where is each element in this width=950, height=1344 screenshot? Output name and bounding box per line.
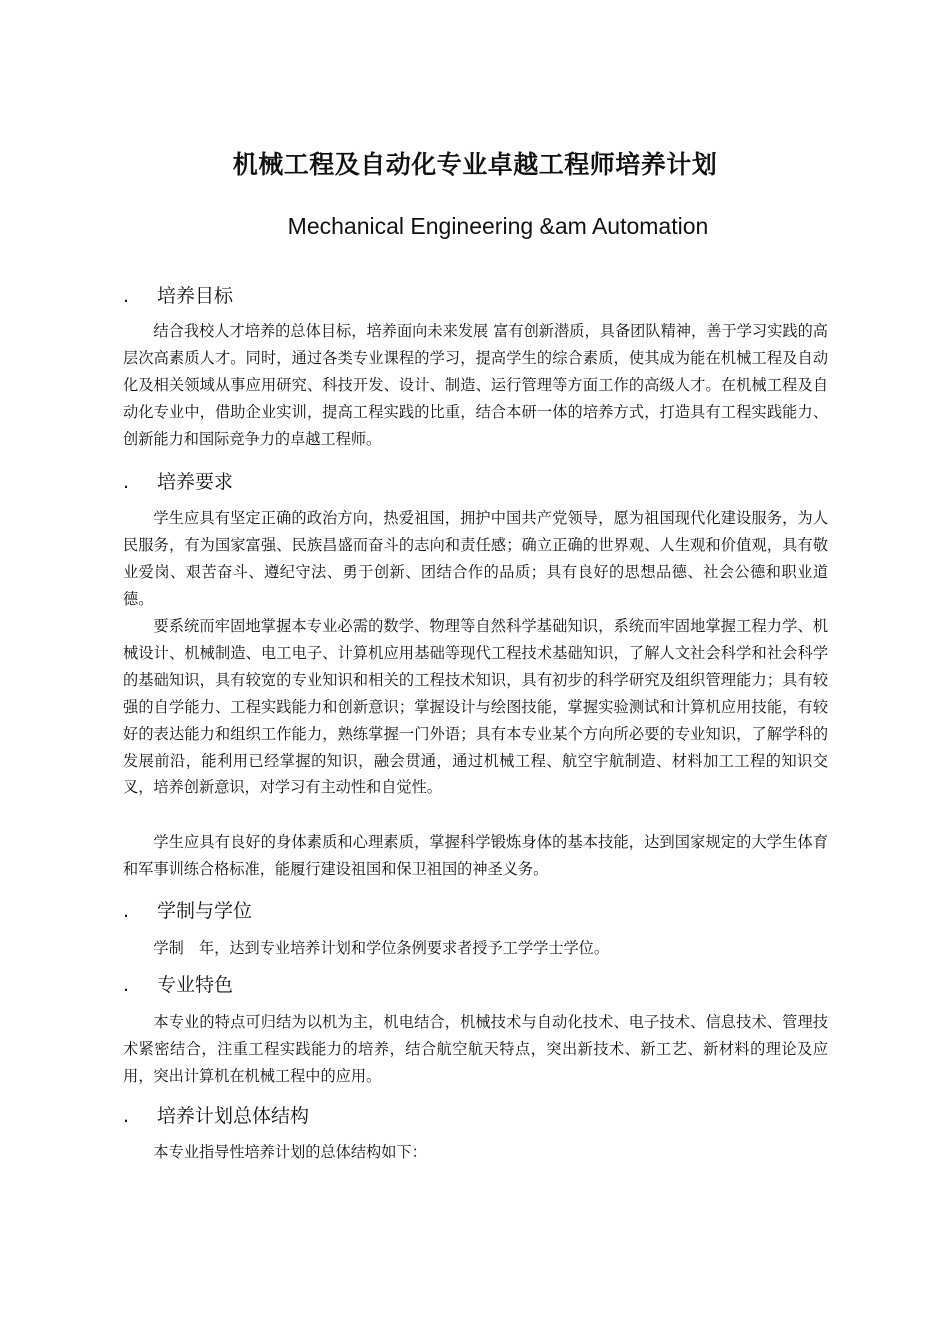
- paragraph: 本专业的特点可归结为以机为主，机电结合，机械技术与自动化技术、电子技术、信息技术、管理技术紧密结合，注重工程实践能力的培养，结合航空航天特点，突出新技术、新工艺、新材料的理论及应用，突出计算机在机械工程中的应用。: [123, 1013, 828, 1085]
- section-number: .: [123, 285, 130, 307]
- section-number: .: [123, 900, 130, 922]
- section-number: .: [123, 471, 130, 493]
- paragraph: 结合我校人才培养的总体目标，培养面向未来发展 富有创新潜质，具备团队精神，善于学习实践的高层次高素质人才。同时，通过各类专业课程的学习，提高学生的综合素质，使其成为能在机械工程及自动化及相关领域从事应用研究、科技开发、设计、制造、运行管理等方面工作的高级人才。在机械工程及自动化专业中，借助企业实训，提高工程实践的比重，结合本研一体的培养方式，打造具有工程实践能力、创新能力和国际竞争力的卓越工程师。: [123, 322, 828, 448]
- section-title: 学制与学位: [157, 900, 253, 922]
- paragraph: 学制 年，达到专业培养计划和学位条例要求者授予工学学士学位。: [153, 939, 610, 957]
- section-number: .: [123, 1105, 130, 1127]
- section-heading-duration-degree: [123, 896, 252, 923]
- document-title: 机械工程及自动化专业卓越工程师培养计划: [232, 150, 718, 179]
- paragraph: 要系统而牢固地掌握本专业必需的数学、物理等自然科学基础知识，系统而牢固地掌握工程力学、机械设计、机械制造、电工电子、计算机应用基础等现代工程技术基础知识，了解人文社会科学和社会科学的基础知识，具有较宽的专业知识和相关的工程技术知识，具有初步的科学研究及组织管理能力；具有较强的自学能力、工程实践能力和创新意识；掌握设计与绘图技能，掌握实验测试和计算机应用技能，有较好的表达能力和组织工作能力，熟练掌握一门外语；具有本专业某个方向所必要的专业知识，了解学科的发展前沿，能利用已经掌握的知识，融会贯通，通过机械工程、航空宇航制造、材料加工工程的知识交叉，培养创新意识，对学习有主动性和自觉性。: [123, 617, 828, 797]
- document-subtitle: Mechanical Engineering &am Automation: [287, 213, 709, 239]
- section-heading-training-goals: [123, 281, 233, 308]
- section-title: 培养要求: [157, 471, 234, 493]
- section-title: 培养目标: [157, 285, 234, 307]
- section-heading-features: [123, 970, 233, 997]
- paragraph: 学生应具有良好的身体素质和心理素质，掌握科学锻炼身体的基本技能，达到国家规定的大学生体育和军事训练合格标准，能履行建设祖国和保卫祖国的神圣义务。: [123, 833, 828, 878]
- paragraph: 本专业指导性培养计划的总体结构如下：: [153, 1143, 427, 1161]
- section-heading-structure: [123, 1101, 309, 1128]
- paragraph: 学生应具有坚定正确的政治方向，热爱祖国，拥护中国共产党领导，愿为祖国现代化建设服务，为人民服务，有为国家富强、民族昌盛而奋斗的志向和责任感；确立正确的世界观、人生观和价值观，具有敬业爱岗、艰苦奋斗、遵纪守法、勇于创新、团结合作的品质；具有良好的思想品德、社会公德和职业道德。: [123, 509, 828, 608]
- section-title: 培养计划总体结构: [157, 1105, 310, 1127]
- section-title: 专业特色: [157, 974, 234, 996]
- section-number: .: [123, 974, 130, 996]
- section-heading-training-requirements: [123, 467, 233, 494]
